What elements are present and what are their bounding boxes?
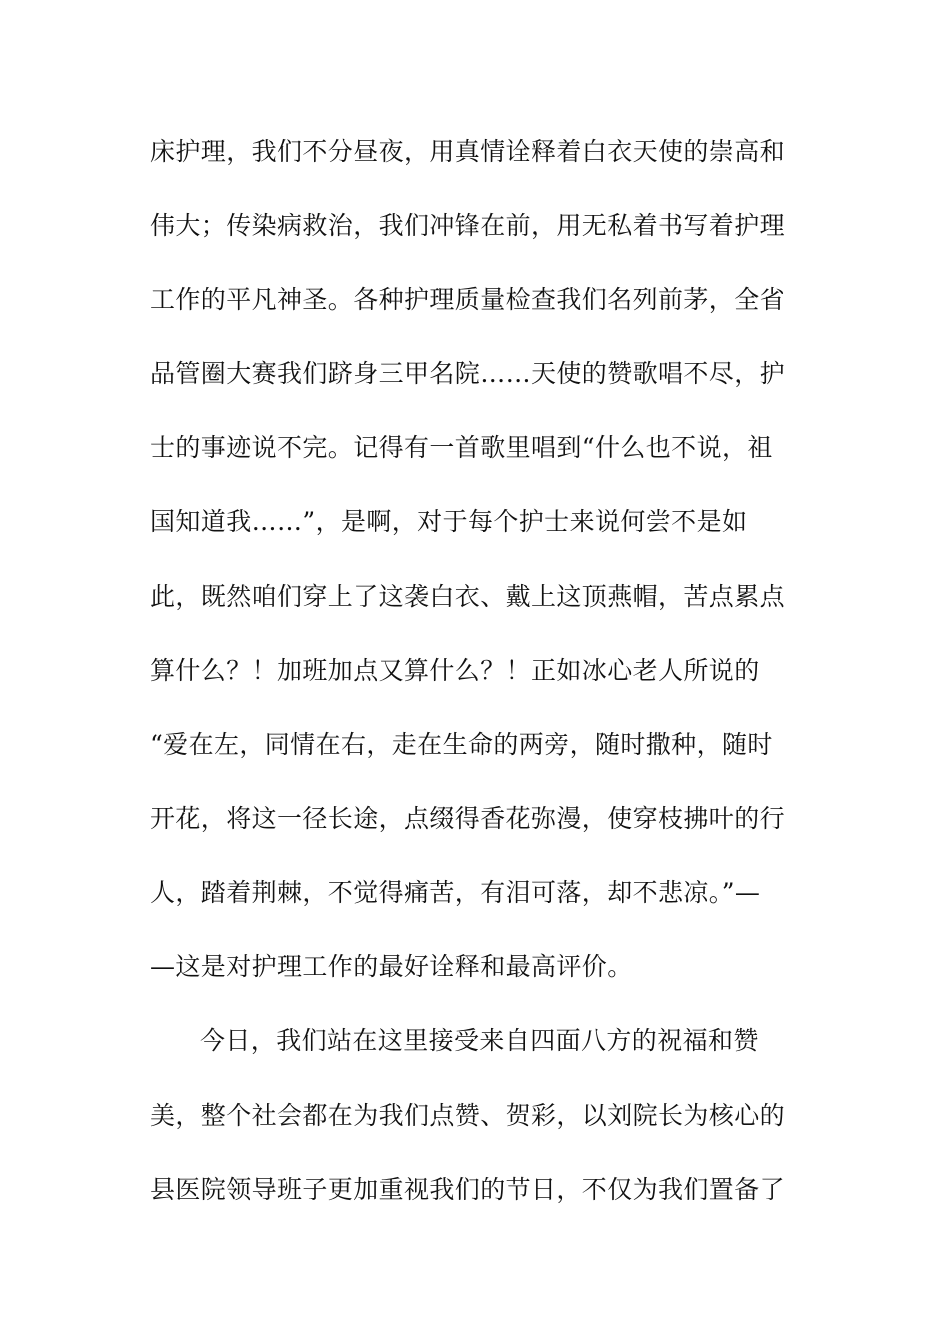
text-line-15: 县医院领导班子更加重视我们的节日，不仅为我们置备了 [150, 1175, 786, 1204]
text-line-2: 伟大；传染病救治，我们冲锋在前，用无私着书写着护理 [150, 211, 786, 240]
text-line-13: 今日，我们站在这里接受来自四面八方的祝福和赞 [200, 1026, 759, 1055]
text-line-5: 士的事迹说不完。记得有一首歌里唱到“什么也不说，祖 [150, 433, 773, 462]
text-line-14: 美，整个社会都在为我们点赞、贺彩，以刘院长为核心的 [150, 1101, 786, 1130]
text-line-6: 国知道我……”，是啊，对于每个护士来说何尝不是如 [150, 507, 748, 536]
text-line-9: “爱在左，同情在右，走在生命的两旁，随时撒种，随时 [150, 730, 773, 759]
text-line-11: 人，踏着荆棘，不觉得痛苦，有泪可落，却不悲凉。”— [150, 878, 761, 907]
text-line-4: 品管圈大赛我们跻身三甲名院……天使的赞歌唱不尽，护 [150, 359, 786, 388]
text-line-12: —这是对护理工作的最好诠释和最高评价。 [150, 952, 633, 981]
text-line-1: 床护理，我们不分昼夜，用真情诠释着白衣天使的崇高和 [150, 137, 786, 166]
text-line-3: 工作的平凡神圣。各种护理质量检查我们名列前茅，全省 [150, 285, 786, 314]
text-line-8: 算什么？！加班加点又算什么？！正如冰心老人所说的 [150, 656, 760, 685]
text-line-10: 开花，将这一径长途，点缀得香花弥漫，使穿枝拂叶的行 [150, 804, 786, 833]
text-line-7: 此，既然咱们穿上了这袭白衣、戴上这顶燕帽，苦点累点 [150, 582, 786, 611]
